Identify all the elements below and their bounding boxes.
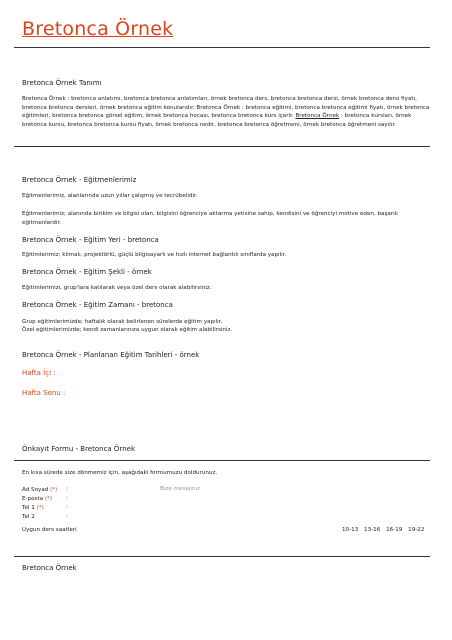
schedule-weekend: Hafta Sonu :	[22, 389, 66, 397]
form-heading: Önkayıt Formu - Bretonca Örnek	[22, 445, 135, 453]
field-email-colon: :	[66, 495, 68, 501]
hours-option[interactable]: 10-13	[342, 527, 359, 533]
intro-text-after: : bretonca kursları, örnek bretonca kursu, bretonca bretonca kursu fiyatı, örnek bretonca nedir, bretonca bretonca öğretmeni, örnek bretonca öğretmeni sayılır.	[22, 113, 412, 128]
intro-divider	[14, 146, 430, 147]
intro-paragraph	[22, 95, 432, 129]
intro-link[interactable]: Bretonca Örnek	[295, 113, 340, 120]
hours-option[interactable]: 19-22	[408, 527, 425, 533]
form-divider	[14, 460, 430, 461]
teachers-heading: Bretonca Örnek - Eğitmenlerimiz	[22, 176, 137, 184]
footer-title: Bretonca Örnek	[22, 564, 77, 572]
hours-option[interactable]: 13-16	[364, 527, 381, 533]
field-tel1-colon: :	[66, 504, 68, 510]
hours-option[interactable]: 16-19	[386, 527, 403, 533]
schedule-weekday: Hafta İçi :	[22, 369, 56, 377]
time-line1: Grup eğitimlerimizde; haftalık olarak belirlenen sürelerde eğitim yapılır.	[22, 319, 223, 325]
hours-options	[338, 526, 424, 534]
field-tel1-label: Tel 1 (*)	[22, 505, 44, 511]
style-text: Eğitimlerimizi, grup'lara katılarak veya özel ders olarak alabilirsiniz.	[22, 285, 212, 291]
hours-label: Uygun ders saatleri	[22, 527, 77, 533]
site-title-link[interactable]: Bretonca Örnek	[22, 18, 174, 40]
intro-text-before: Bretonca Örnek : bretonca anlatımı, bretonca bretonca anlatımları, örnek bretonca ders, bretonca bretonca dersi, örnek bretonca dersi fiyatı, bretonca bretonca dersleri, örnek bretonca eğitim konularıdır. Bretonca Örnek : bretonca eğitimi, bretonca bretonca eğitimi fiyatı, örnek bretonca eğitimleri, bretonca bretonca görsel eğitim, örnek bretonca hocası, bretonca bretonca kurs içerir.	[22, 96, 430, 120]
header-divider	[14, 47, 430, 48]
field-tel2-colon: :	[66, 513, 68, 519]
place-text: Eğitimlerimiz; klimalı, projektörlü, güçlü bilgisayarlı ve hızlı internet bağlantılı sınıflarda yapılır.	[22, 252, 287, 258]
intro-heading: Bretonca Örnek Tanımı	[22, 79, 102, 87]
style-heading: Bretonca Örnek - Eğitim Şekli - örnek	[22, 268, 152, 276]
field-email-label: E-posta (*)	[22, 496, 53, 502]
teachers-p2: Eğitmenlerimiz; alanında birikim ve bilgisi olan, bilgisini öğrenciye aktarma yetisine sahip, kendisini ve öğrenciyi motive eden, başarılı eğitmenlerdir.	[22, 211, 398, 226]
time-heading: Bretonca Örnek - Eğitim Zamanı - bretonca	[22, 301, 173, 309]
schedule-heading: Bretonca Örnek - Planlanan Eğitim Tarihleri - örnek	[22, 351, 200, 359]
message-input[interactable]: Bize mesajınız	[160, 486, 200, 492]
time-line2: Özel eğitimlerimizde; kendi zamanlarınıza uygun olarak eğitim alabilirsiniz.	[22, 327, 233, 333]
form-intro: En kısa sürede size dönmemiz için, aşağıdaki formumuzu doldurunuz.	[22, 470, 218, 476]
field-name-colon: :	[66, 486, 68, 492]
place-heading: Bretonca Örnek - Eğitim Yeri - bretonca	[22, 236, 159, 244]
teachers-p1: Eğitmenlerimiz, alanlarında uzun yıllar çalışmış ve tecrübelidir.	[22, 193, 198, 199]
field-tel2-label: Tel 2	[22, 514, 35, 520]
form-bottom-divider	[14, 556, 430, 557]
field-name-label: Ad Soyad (*)	[22, 487, 58, 493]
